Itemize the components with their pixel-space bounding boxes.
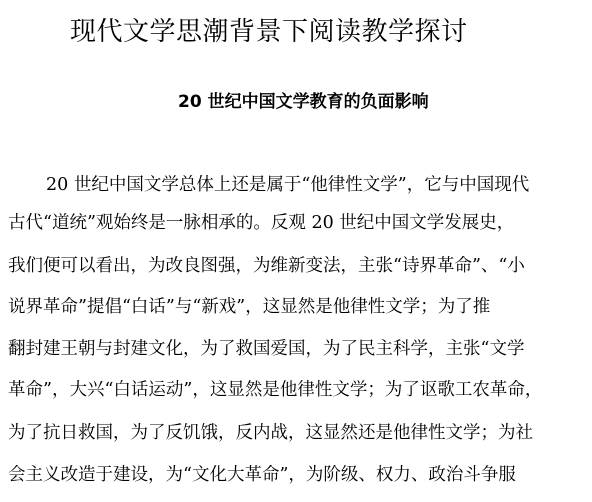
paragraph-line: 为了抗日救国，为了反饥饿，反内战，这显然还是他律性文学；为社 <box>8 423 533 443</box>
paragraph-line: 革命”，大兴“白话运动”，这显然是他律性文学；为了讴歌工农革命， <box>8 380 543 400</box>
paragraph-line: 说界革命”提倡“白话”与“新戏”，这显然是他律性文学；为了推 <box>8 297 491 317</box>
section-heading: 20 世纪中国文学教育的负面影响 <box>178 92 429 112</box>
paragraph-line: 我们便可以看出，为改良图强，为维新变法，主张“诗界革命”、“小 <box>8 256 525 276</box>
paragraph-line: 翻封建王朝与封建文化，为了救国爱国，为了民主科学，主张“文学 <box>8 339 525 359</box>
paragraph-line: 古代“道统”观始终是一脉相承的。反观 20 世纪中国文学发展史， <box>8 213 515 233</box>
paragraph-line: 会主义改造于建设，为“文化大革命”，为阶级、权力、政治斗争服 <box>8 465 516 485</box>
paragraph-line: 20 世纪中国文学总体上还是属于“他律性文学”，它与中国现代 <box>46 175 530 195</box>
document-title: 现代文学思潮背景下阅读教学探讨 <box>70 17 468 47</box>
